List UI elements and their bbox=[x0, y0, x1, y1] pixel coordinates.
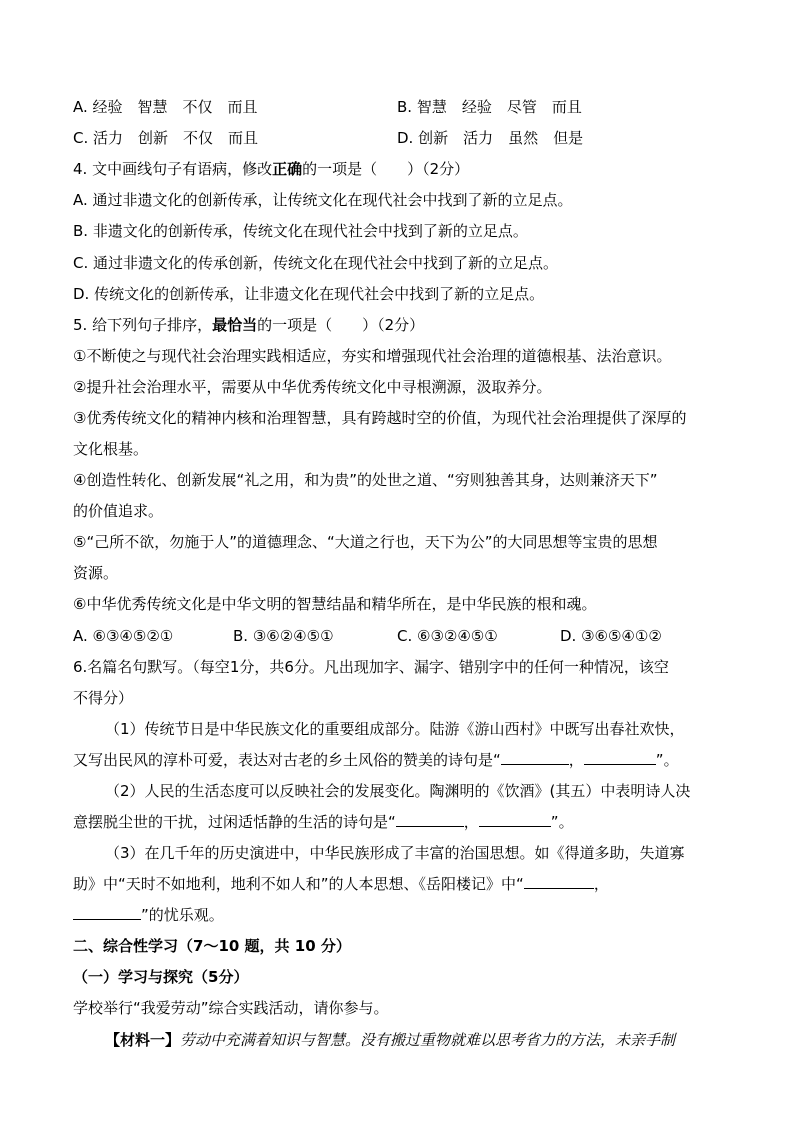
q6-part-2-cont: 意摆脱尘世的干扰，过闲适恬静的生活的诗句是“ ， ”。 bbox=[73, 813, 574, 831]
answer-blank[interactable] bbox=[396, 812, 464, 827]
answer-blank[interactable] bbox=[73, 905, 141, 920]
q5-sentence-5: ⑤“己所不欲，勿施于人”的道德理念、“大道之行也，天下为公”的大同思想等宝贵的思想 bbox=[73, 533, 658, 551]
q6-stem: 6.名篇名句默写。（每空1分，共6分。凡出现加字、漏字、错别字中的任何一种情况，该空 bbox=[73, 658, 669, 676]
q5-sentence-1: ①不断使之与现代社会治理实践相适应，夯实和增强现代社会治理的道德根基、法治意识。 bbox=[73, 347, 672, 365]
q6-part-3: （3）在几千年的历史演进中，中华民族形成了丰富的治国思想。如《得道多助，失道寡 bbox=[105, 844, 685, 862]
answer-blank[interactable] bbox=[584, 750, 656, 765]
q5-sentence-2: ②提升社会治理水平，需要从中华优秀传统文化中寻根溯源，汲取养分。 bbox=[73, 378, 552, 396]
answer-blank[interactable] bbox=[524, 874, 594, 889]
q4-option-d: D. 传统文化的创新传承，让非遗文化在现代社会中找到了新的立足点。 bbox=[73, 285, 545, 303]
subsection-title: （一）学习与探究（5分） bbox=[73, 968, 249, 986]
answer-blank[interactable] bbox=[501, 750, 569, 765]
q3-option-d: D. 创新 活力 虽然 但是 bbox=[397, 129, 584, 147]
q5-sentence-5-cont: 资源。 bbox=[73, 564, 119, 582]
q5-sentence-3: ③优秀传统文化的精神内核和治理智慧，具有跨越时空的价值，为现代社会治理提供了深厚的 bbox=[73, 409, 687, 427]
q3-option-b: B. 智慧 经验 尽管 而且 bbox=[397, 98, 582, 116]
q4-option-b: B. 非遗文化的创新传承，传统文化在现代社会中找到了新的立足点。 bbox=[73, 222, 528, 240]
q3-option-a: A. 经验 智慧 不仅 而且 bbox=[73, 98, 258, 116]
activity-intro: 学校举行“我爱劳动”综合实践活动，请你参与。 bbox=[73, 999, 389, 1017]
q6-part-1: （1）传统节日是中华民族文化的重要组成部分。陆游《游山西村》中既写出春社欢快， bbox=[105, 720, 685, 738]
q5-sentence-3-cont: 文化根基。 bbox=[73, 440, 149, 458]
q5-sentence-4-cont: 的价值追求。 bbox=[73, 502, 164, 520]
q6-part-2: （2）人民的生活态度可以反映社会的发展变化。陶渊明的《饮酒》(其五）中表明诗人决 bbox=[105, 782, 691, 800]
section-title: 二、综合性学习（7～10 题，共 10 分） bbox=[73, 937, 351, 955]
q5-option-c: C. ⑥③②④⑤① bbox=[397, 627, 498, 645]
answer-blank[interactable] bbox=[479, 812, 551, 827]
q6-stem-cont: 不得分） bbox=[73, 689, 134, 707]
q6-part-3-cont: 助》中“天时不如地利，地利不如人和”的人本思想、《岳阳楼记》中“ ， bbox=[73, 875, 609, 893]
q3-option-c: C. 活力 创新 不仅 而且 bbox=[73, 129, 259, 147]
q6-part-1-cont: 又写出民风的淳朴可爱，表达对古老的乡土风俗的赞美的诗句是“ ， ”。 bbox=[73, 751, 679, 769]
q6-part-3-end: ”的忧乐观。 bbox=[73, 905, 224, 925]
q4-option-a: A. 通过非遗文化的创新传承，让传统文化在现代社会中找到了新的立足点。 bbox=[73, 191, 573, 209]
q5-stem: 5. 给下列句子排序，最恰当的一项是（ ）（2分） bbox=[73, 316, 425, 334]
q5-option-d: D. ③⑥⑤④①② bbox=[560, 627, 662, 645]
material-one: 【材料一】劳动中充满着知识与智慧。没有搬过重物就难以思考省力的方法，未亲手制 bbox=[105, 1031, 676, 1049]
q5-sentence-4: ④创造性转化、创新发展“礼之用，和为贵”的处世之道、“穷则独善其身，达则兼济天下” bbox=[73, 471, 658, 489]
q5-option-b: B. ③⑥②④⑤① bbox=[233, 627, 334, 645]
q5-option-a: A. ⑥③④⑤②① bbox=[73, 627, 174, 645]
q4-option-c: C. 通过非遗文化的传承创新，传统文化在现代社会中找到了新的立足点。 bbox=[73, 254, 559, 272]
q5-sentence-6: ⑥中华优秀传统文化是中华文明的智慧结晶和精华所在，是中华民族的根和魂。 bbox=[73, 595, 597, 613]
q4-stem: 4. 文中画线句子有语病，修改正确的一项是（ ）（2分） bbox=[73, 160, 470, 178]
